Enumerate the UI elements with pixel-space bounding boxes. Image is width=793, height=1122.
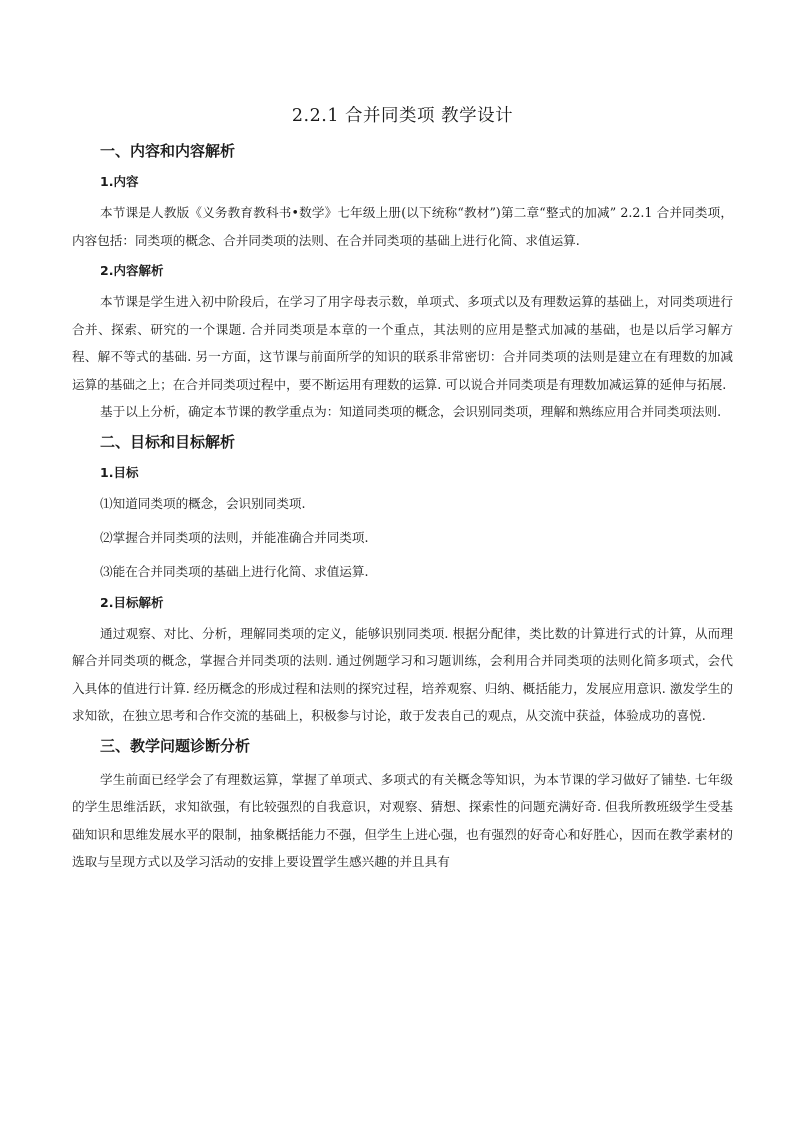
sub-heading-goals: 1.目标 xyxy=(100,464,139,480)
document-title: 2.2.1 合并同类项 教学设计 xyxy=(291,106,514,126)
sub-heading-content-analysis: 2.内容解析 xyxy=(100,263,164,278)
paragraph-goals-analysis: 通过观察、对比、分析，理解同类项的定义，能够识别同类项. 根据分配律，类比数的计算进行式的计算，从而理解合并同类项的概念，掌握合并同类项的法则. 通过例题学习和习题训练，会利用合并同类项的法则化简多项式，会代入具体的值进行计算. 经历概念的形成过程和法则的探究过程，培养观察、归纳、概括能力，发展应用意识. 激发学生的求知欲，在独立思考和合作交流的基础上，积极参与讨论，敢于发表自己的观点，从交流中获益，体验成功的喜悦. xyxy=(72,625,733,723)
paragraph-teaching-focus: 基于以上分析，确定本节课的教学重点为：知道同类项的概念，会识别同类项，理解和熟练应用合并同类项法则. xyxy=(100,404,722,419)
sub-heading-content: 1.内容 xyxy=(100,174,139,189)
paragraph-content: 本节课是人教版《义务教育教科书•数学》七年级上册(以下统称“教材”)第二章“整式的加减” 2.2.1 合并同类项，内容包括：同类项的概念、合并同类项的法则、在合并同类项的基础上进行化简、求值运算. xyxy=(72,205,733,248)
goal-item: ⑶能在合并同类项的基础上进行化简、求值运算. xyxy=(100,563,369,579)
sub-heading-goals-analysis: 2.目标解析 xyxy=(100,594,164,610)
section-heading-diagnosis: 三、教学问题诊断分析 xyxy=(100,736,251,755)
paragraph-content-analysis: 本节课是学生进入初中阶段后，在学习了用字母表示数，单项式、多项式以及有理数运算的基础上，对同类项进行合并、探索、研究的一个课题. 合并同类项是本章的一个重点，其法则的应用是整式加减的基础，也是以后学习解方程、解不等式的基础. 另一方面，这节课与前面所学的知识的联系非常密切：合并同类项的法则是建立在有理数的加减运算的基础之上；在合并同类项过程中，要不断运用有理数的运算. 可以说合并同类项是有理数加减运算的延伸与拓展. xyxy=(72,294,733,392)
goal-item: ⑵掌握合并同类项的法则，并能准确合并同类项. xyxy=(100,529,369,545)
goal-item: ⑴知道同类项的概念，会识别同类项. xyxy=(100,495,306,511)
paragraph-diagnosis: 学生前面已经学会了有理数运算，掌握了单项式、多项式的有关概念等知识，为本节课的学习做好了铺垫. 七年级的学生思维活跃，求知欲强，有比较强烈的自我意识，对观察、猜想、探索性的问题充满好奇. 但我所教班级学生受基础知识和思维发展水平的限制，抽象概括能力不强，但学生上进心强，也有强烈的好奇心和好胜心，因而在教学素材的选取与呈现方式以及学习活动的安排上要设置学生感兴趣的并且具有 xyxy=(72,771,733,869)
section-heading-goals: 二、目标和目标解析 xyxy=(100,432,236,451)
section-heading-content: 一、内容和内容解析 xyxy=(100,142,236,160)
